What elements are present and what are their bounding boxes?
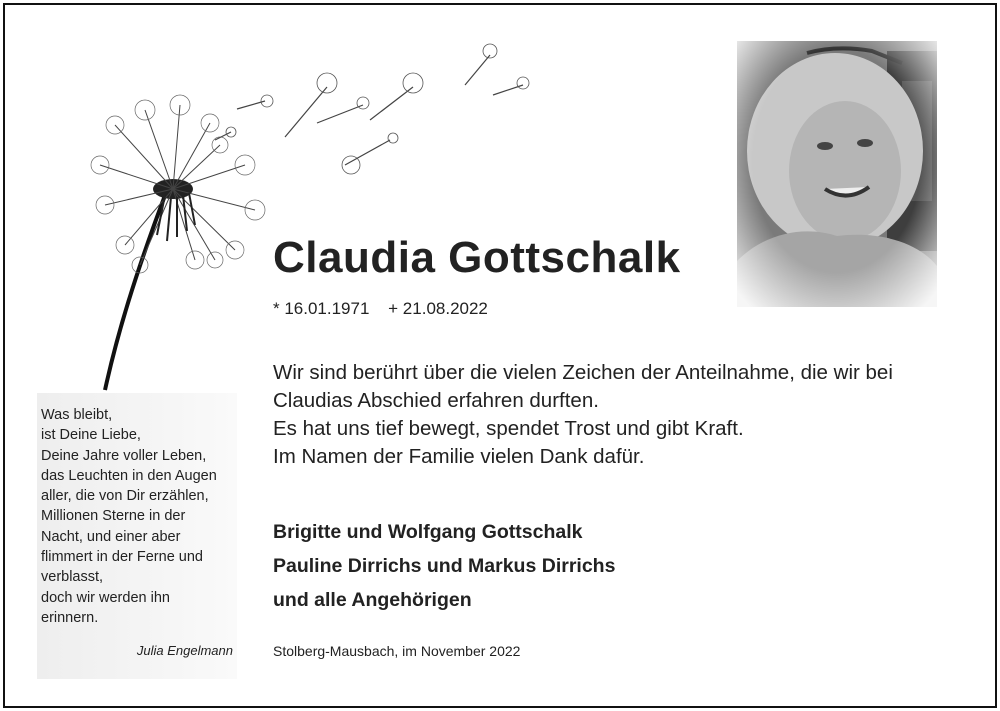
birth-date: * 16.01.1971 [273, 299, 370, 318]
portrait-photo [737, 41, 937, 307]
family-line: Brigitte und Wolfgang Gottschalk [273, 521, 583, 543]
poem-author: Julia Engelmann [136, 643, 233, 658]
message-line: Wir sind berührt über die vielen Zeichen der Anteilnahme, die wir bei [273, 361, 893, 384]
family-line: Pauline Dirrichs und Markus Dirrichs [273, 555, 616, 577]
poem-text [41, 405, 217, 628]
poem-line: ist Deine Liebe, [41, 427, 141, 444]
poem-line: das Leuchten in den Augen [41, 467, 217, 484]
family-signatures [273, 515, 615, 617]
poem-box [37, 393, 237, 679]
death-date: + 21.08.2022 [388, 299, 488, 318]
poem-line: erinnern. [41, 609, 99, 626]
poem-line: flimmert in der Ferne und [41, 549, 203, 566]
life-dates [273, 299, 502, 319]
poem-line: verblasst, [41, 569, 104, 586]
poem-line: doch wir werden ihn [41, 589, 170, 606]
family-line: und alle Angehörigen [273, 589, 472, 611]
poem-line: Millionen Sterne in der [41, 508, 186, 525]
poem-line: Nacht, und einer aber [41, 528, 181, 545]
message-line: Im Namen der Familie vielen Dank dafür. [273, 445, 645, 468]
message-line: Claudias Abschied erfahren durften. [273, 389, 599, 412]
poem-line: Was bleibt, [41, 407, 113, 423]
dandelion-illustration [5, 5, 605, 405]
thank-you-message [273, 359, 893, 471]
place-and-date: Stolberg-Mausbach, im November 2022 [273, 643, 521, 659]
poem-line: aller, die von Dir erzählen, [41, 488, 209, 505]
deceased-name: Claudia Gottschalk [273, 233, 681, 282]
message-line: Es hat uns tief bewegt, spendet Trost und gibt Kraft. [273, 417, 744, 440]
poem-line: Deine Jahre voller Leben, [41, 447, 207, 464]
obituary-card [3, 3, 997, 708]
